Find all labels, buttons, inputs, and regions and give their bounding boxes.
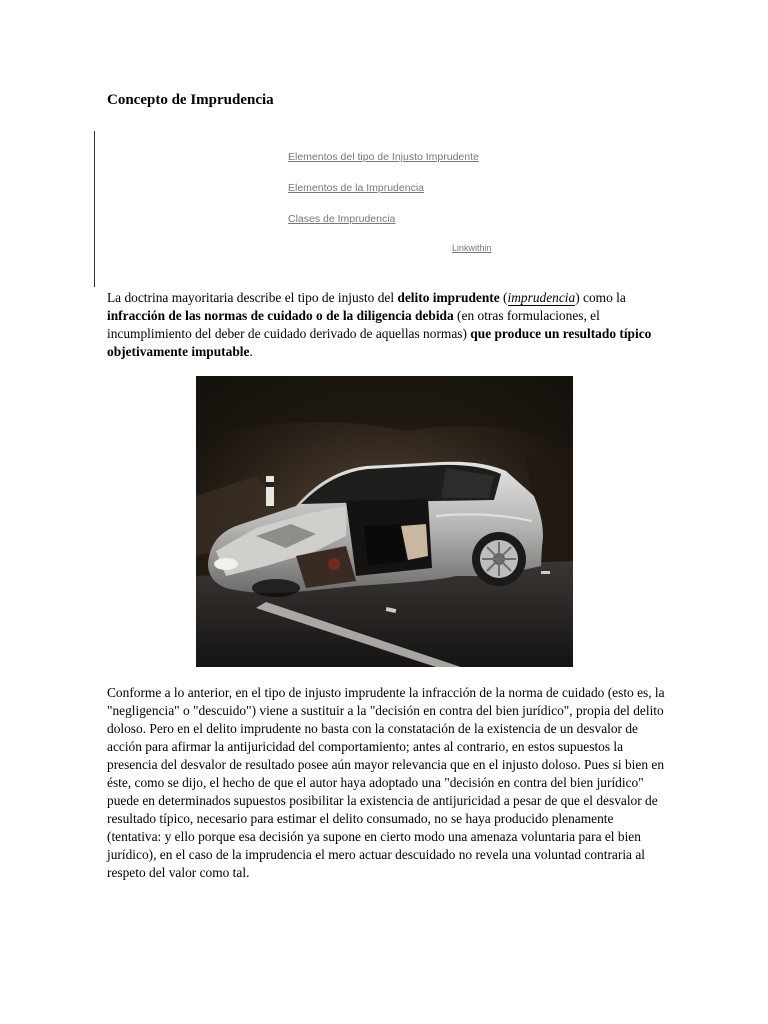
intro-bold-result: que produce un resultado típico objetivamente imputable xyxy=(107,326,652,359)
body-paragraph: Conforme a lo anterior, en el tipo de injusto imprudente la infracción de la norma de cuidado (esto es, la "negligencia" o "descuido") viene a sustituir a la "decisión en contra del bien jurídico", propia del delito doloso. Pero en el delito imprudente no basta con la constatación de la existencia de un desvalor de acción para afirmar la antijuricidad del comportamiento; antes al contrario, en estos supuestos la presencia del desvalor de resultado posee aún mayor relevancia que en el injusto doloso. Pues si bien en éste, como se dijo, el hecho de que el autor haya adoptado una "decisión en contra del bien jurídico" puede en determinados supuestos posibilitar la existencia de antijuricidad a pesar de que el desvalor de resultado típico, necesario para estimar el delito consumado, no se haya producido plenamente (tentativa: y ello porque esa decisión ya supone en cierto modo una amenaza voluntaria para el bien jurídico), en el caso de la imprudencia el mero actuar descuidado no revela una voluntad contraria al respeto del valor como tal. xyxy=(107,685,665,880)
intro-paragraph xyxy=(107,289,667,361)
related-link-elementos-tipo[interactable]: Elementos del tipo de Injusto Imprudente xyxy=(288,151,479,163)
intro-bold-term: delito imprudente xyxy=(397,290,500,305)
crashed-car-photo xyxy=(196,376,573,667)
related-link-clases-imprudencia[interactable]: Clases de Imprudencia xyxy=(288,213,396,225)
intro-text: ) como la xyxy=(575,290,626,305)
intro-text: La doctrina mayoritaria describe el tipo de injusto del xyxy=(107,290,398,305)
intro-text: ( xyxy=(499,290,508,305)
term-link-imprudencia[interactable]: imprudencia xyxy=(507,290,576,305)
intro-text: (en otras formulaciones, el incumplimiento del deber de cuidado derivado de aquellas normas) xyxy=(107,308,600,341)
linkwithin-link[interactable]: Linkwithin xyxy=(452,243,492,253)
vertical-divider xyxy=(94,131,95,287)
intro-text: . xyxy=(249,344,253,359)
intro-bold-definition: infracción de las normas de cuidado o de la diligencia debida xyxy=(107,308,454,323)
related-link-elementos-imprudencia[interactable]: Elementos de la Imprudencia xyxy=(288,182,424,194)
page-title: Concepto de Imprudencia xyxy=(107,92,274,108)
